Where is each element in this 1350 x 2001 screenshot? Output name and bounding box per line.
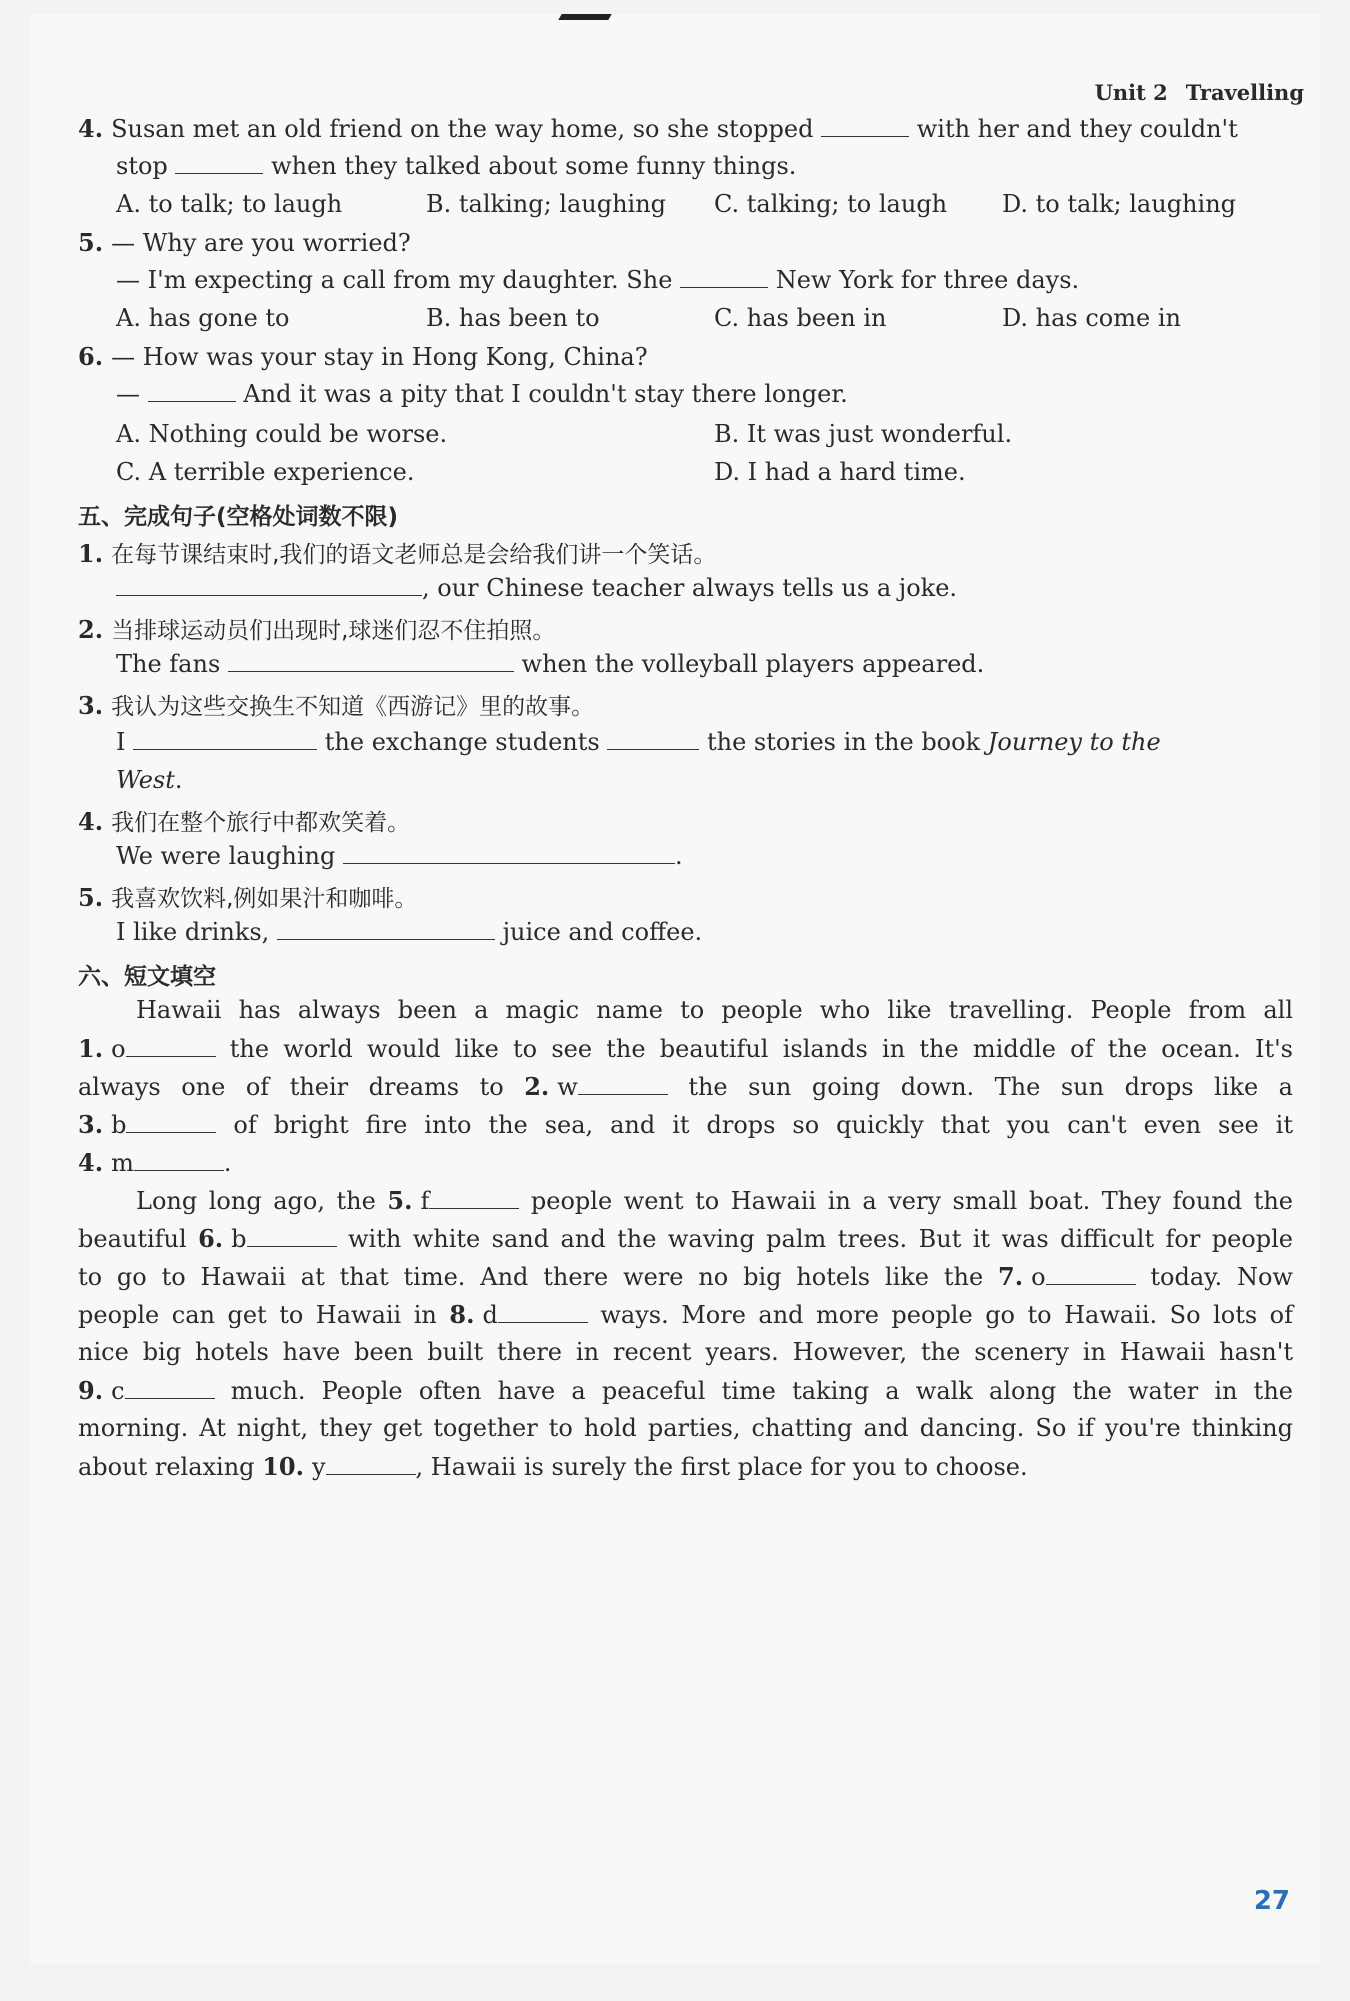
q4-option-c[interactable]: C. talking; to laugh — [714, 190, 948, 218]
section6-title: 六、短文填空 — [78, 964, 216, 990]
section5-title: 五、完成句子(空格处词数不限) — [78, 504, 399, 530]
answer-blank[interactable] — [1046, 1264, 1136, 1285]
q4-option-b[interactable]: B. talking; laughing — [426, 190, 667, 218]
answer-blank[interactable] — [175, 153, 263, 174]
s4-english: We were laughing . — [116, 842, 683, 870]
s5-english: I like drinks, juice and coffee. — [116, 918, 703, 946]
answer-blank[interactable] — [126, 1036, 216, 1057]
passage-line: Long long ago, the 5. f people went to Hawaii in a very small boat. They found the — [136, 1186, 1293, 1215]
q5-line1: 5. — Why are you worried? — [78, 228, 411, 257]
answer-blank[interactable] — [126, 1112, 216, 1133]
q6-option-b[interactable]: B. It was just wonderful. — [714, 420, 1013, 448]
s4-chinese: 4. 我们在整个旅行中都欢笑着。 — [78, 807, 411, 836]
q5-option-d[interactable]: D. has come in — [1002, 304, 1181, 332]
passage-line: morning. At night, they get together to hold parties, chatting and dancing. So if you're thinking — [78, 1414, 1293, 1442]
q6-line1: 6. — How was your stay in Hong Kong, China? — [78, 342, 648, 371]
answer-blank[interactable] — [247, 1226, 337, 1247]
q5-option-c[interactable]: C. has been in — [714, 304, 887, 332]
answer-blank[interactable] — [228, 651, 514, 672]
q6-option-a[interactable]: A. Nothing could be worse. — [116, 420, 448, 448]
s3-english-cont: West. — [116, 766, 183, 794]
passage-line: to go to Hawaii at that time. And there were no big hotels like the 7. o today. Now — [78, 1262, 1293, 1291]
answer-blank[interactable] — [277, 919, 495, 940]
s2-english: The fans when the volleyball players appeared. — [116, 650, 985, 678]
answer-blank[interactable] — [125, 1378, 215, 1399]
answer-blank[interactable] — [134, 1150, 224, 1171]
answer-blank[interactable] — [133, 729, 317, 750]
q4-line2: stop when they talked about some funny things. — [116, 152, 797, 180]
s2-chinese: 2. 当排球运动员们出现时,球迷们忍不住拍照。 — [78, 615, 556, 644]
page-header — [1095, 80, 1304, 105]
passage-line: 9. c much. People often have a peaceful time taking a walk along the water in the — [78, 1376, 1293, 1405]
q6-line2: — And it was a pity that I couldn't stay there longer. — [116, 380, 848, 408]
answer-blank[interactable] — [116, 575, 422, 596]
passage-line: Hawaii has always been a magic name to people who like travelling. People from all — [136, 996, 1293, 1024]
answer-blank[interactable] — [578, 1074, 668, 1095]
q5-option-b[interactable]: B. has been to — [426, 304, 600, 332]
unit-title: Travelling — [1185, 80, 1304, 105]
s3-english: I the exchange students the stories in the book Journey to the — [116, 728, 1161, 756]
q4-line1: 4. Susan met an old friend on the way home, so she stopped with her and they couldn't — [78, 114, 1238, 143]
q5-option-a[interactable]: A. has gone to — [116, 304, 290, 332]
answer-blank[interactable] — [680, 267, 768, 288]
passage-line: people can get to Hawaii in 8. d ways. More and more people go to Hawaii. So lots of — [78, 1300, 1293, 1329]
passage-line: beautiful 6. b with white sand and the waving palm trees. But it was difficult for people — [78, 1224, 1293, 1253]
q4-option-d[interactable]: D. to talk; laughing — [1002, 190, 1237, 218]
passage-line: 3. b of bright fire into the sea, and it drops so quickly that you can't even see it — [78, 1110, 1293, 1139]
passage-line: about relaxing 10. y , Hawaii is surely the first place for you to choose. — [78, 1452, 1028, 1481]
unit-label: Unit 2 — [1094, 80, 1168, 105]
passage-line: 1. o the world would like to see the beautiful islands in the middle of the ocean. It's — [78, 1034, 1293, 1063]
s1-chinese: 1. 在每节课结束时,我们的语文老师总是会给我们讲一个笑话。 — [78, 539, 717, 568]
s1-english: , our Chinese teacher always tells us a joke. — [116, 574, 957, 602]
q4-option-a[interactable]: A. to talk; to laugh — [116, 190, 343, 218]
answer-blank[interactable] — [429, 1188, 519, 1209]
s5-chinese: 5. 我喜欢饮料,例如果汁和咖啡。 — [78, 883, 418, 912]
passage-line: nice big hotels have been built there in recent years. However, the scenery in Hawaii hasn't — [78, 1338, 1293, 1366]
s3-chinese: 3. 我认为这些交换生不知道《西游记》里的故事。 — [78, 691, 595, 720]
page-number: 27 — [1253, 1886, 1290, 1916]
answer-blank[interactable] — [343, 843, 675, 864]
answer-blank[interactable] — [148, 381, 236, 402]
q6-option-d[interactable]: D. I had a hard time. — [714, 458, 966, 486]
answer-blank[interactable] — [821, 116, 909, 137]
answer-blank[interactable] — [498, 1302, 588, 1323]
answer-blank[interactable] — [607, 729, 699, 750]
q6-option-c[interactable]: C. A terrible experience. — [116, 458, 415, 486]
passage-line: always one of their dreams to 2. w the sun going down. The sun drops like a — [78, 1072, 1293, 1101]
answer-blank[interactable] — [326, 1454, 416, 1475]
workbook-page — [30, 14, 1320, 1964]
q5-line2: — I'm expecting a call from my daughter. She New York for three days. — [116, 266, 1080, 294]
passage-line: 4. m . — [78, 1148, 232, 1177]
top-mark — [558, 14, 611, 20]
